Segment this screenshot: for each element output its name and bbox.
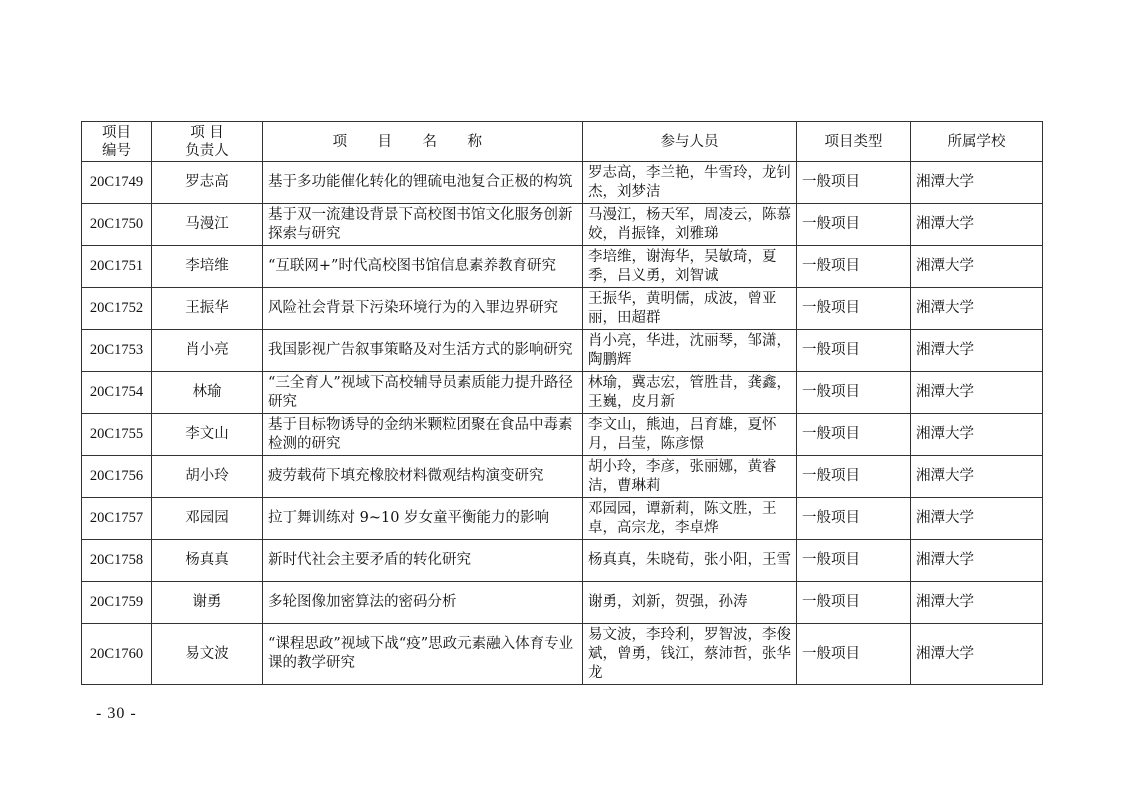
cell-project-type: 一般项目: [797, 456, 911, 498]
cell-project-id: 20C1758: [82, 540, 152, 582]
cell-leader: 肖小亮: [152, 330, 263, 372]
cell-project-type: 一般项目: [797, 414, 911, 456]
cell-school: 湘潭大学: [911, 498, 1043, 540]
cell-school: 湘潭大学: [911, 288, 1043, 330]
table-row: [82, 246, 1043, 288]
cell-project-id: 20C1757: [82, 498, 152, 540]
cell-project-type: 一般项目: [797, 162, 911, 204]
cell-project-type: 一般项目: [797, 204, 911, 246]
cell-project-type: 一般项目: [797, 624, 911, 685]
cell-project-id: 20C1752: [82, 288, 152, 330]
table-row: [82, 204, 1043, 246]
cell-leader: 易文波: [152, 624, 263, 685]
cell-members: 胡小玲，李彦，张丽娜，黄睿洁，曹琳莉: [583, 456, 797, 498]
cell-members: 王振华，黄明儒，成波，曾亚丽，田超群: [583, 288, 797, 330]
cell-members: 林瑜，冀志宏，管胜昔，龚鑫，王巍，皮月新: [583, 372, 797, 414]
cell-project-name: 基于多功能催化转化的锂硫电池复合正极的构筑: [263, 162, 583, 204]
cell-school: 湘潭大学: [911, 330, 1043, 372]
cell-project-id: 20C1751: [82, 246, 152, 288]
table-row: [82, 330, 1043, 372]
cell-leader: 胡小玲: [152, 456, 263, 498]
cell-leader: 罗志高: [152, 162, 263, 204]
cell-members: 李文山，熊迪，吕育雄，夏怀月，吕莹，陈彦憬: [583, 414, 797, 456]
cell-school: 湘潭大学: [911, 246, 1043, 288]
cell-project-type: 一般项目: [797, 330, 911, 372]
cell-project-type: 一般项目: [797, 540, 911, 582]
cell-members: 罗志高，李兰艳，牛雪玲，龙钊杰，刘梦洁: [583, 162, 797, 204]
cell-leader: 林瑜: [152, 372, 263, 414]
table-row: [82, 498, 1043, 540]
cell-project-name: 基于双一流建设背景下高校图书馆文化服务创新探索与研究: [263, 204, 583, 246]
cell-leader: 李文山: [152, 414, 263, 456]
table-header-row: [82, 122, 1043, 162]
cell-project-type: 一般项目: [797, 498, 911, 540]
cell-project-type: 一般项目: [797, 246, 911, 288]
cell-school: 湘潭大学: [911, 162, 1043, 204]
cell-leader: 谢勇: [152, 582, 263, 624]
cell-school: 湘潭大学: [911, 414, 1043, 456]
cell-members: 李培维，谢海华，吴敏琦，夏季，吕义勇，刘智诚: [583, 246, 797, 288]
cell-members: 邓园园，谭新莉，陈文胜，王卓，高宗龙，李卓烨: [583, 498, 797, 540]
table-row: [82, 162, 1043, 204]
cell-members: 易文波，李玲利，罗智波，李俊斌，曾勇，钱江，蔡沛哲，张华龙: [583, 624, 797, 685]
cell-leader: 李培维: [152, 246, 263, 288]
cell-members: 杨真真，朱晓荀，张小阳，王雪: [583, 540, 797, 582]
cell-project-id: 20C1753: [82, 330, 152, 372]
header-leader-line1: 项 目: [190, 124, 224, 141]
table-row: [82, 456, 1043, 498]
cell-school: 湘潭大学: [911, 582, 1043, 624]
header-project-name-label: 项目名称: [332, 133, 513, 150]
cell-project-id: 20C1749: [82, 162, 152, 204]
cell-project-id: 20C1756: [82, 456, 152, 498]
header-project-name: [263, 122, 583, 162]
cell-project-name: “三全育人”视域下高校辅导员素质能力提升路径研究: [263, 372, 583, 414]
cell-project-name: 多轮图像加密算法的密码分析: [263, 582, 583, 624]
cell-project-name: 拉丁舞训练对 9~10 岁女童平衡能力的影响: [263, 498, 583, 540]
cell-project-type: 一般项目: [797, 288, 911, 330]
cell-school: 湘潭大学: [911, 456, 1043, 498]
cell-school: 湘潭大学: [911, 540, 1043, 582]
header-project-id: [82, 122, 152, 162]
header-school: 所属学校: [911, 122, 1043, 162]
cell-project-type: 一般项目: [797, 582, 911, 624]
cell-leader: 邓园园: [152, 498, 263, 540]
header-leader-line2: 负责人: [185, 142, 229, 159]
header-leader: [152, 122, 263, 162]
cell-project-name: 疲劳载荷下填充橡胶材料微观结构演变研究: [263, 456, 583, 498]
cell-project-name: 新时代社会主要矛盾的转化研究: [263, 540, 583, 582]
table-row: [82, 414, 1043, 456]
cell-school: 湘潭大学: [911, 372, 1043, 414]
cell-school: 湘潭大学: [911, 624, 1043, 685]
cell-project-name: “课程思政”视域下战“疫”思政元素融入体育专业课的教学研究: [263, 624, 583, 685]
cell-leader: 王振华: [152, 288, 263, 330]
table-row: [82, 288, 1043, 330]
table-row: [82, 372, 1043, 414]
cell-project-id: 20C1750: [82, 204, 152, 246]
cell-leader: 马漫江: [152, 204, 263, 246]
table-row: [82, 540, 1043, 582]
header-project-id-line2: 编号: [102, 142, 131, 159]
table-body: [82, 162, 1043, 685]
cell-members: 肖小亮，华进，沈丽琴，邹潇，陶鹏辉: [583, 330, 797, 372]
cell-members: 谢勇，刘新，贺强，孙涛: [583, 582, 797, 624]
header-members: 参与人员: [583, 122, 797, 162]
cell-project-type: 一般项目: [797, 372, 911, 414]
cell-project-name: 风险社会背景下污染环境行为的入罪边界研究: [263, 288, 583, 330]
cell-leader: 杨真真: [152, 540, 263, 582]
page-number: - 30 -: [96, 705, 137, 722]
project-table: [81, 121, 1043, 685]
cell-school: 湘潭大学: [911, 204, 1043, 246]
cell-project-id: 20C1754: [82, 372, 152, 414]
table-row: [82, 624, 1043, 685]
cell-project-name: 我国影视广告叙事策略及对生活方式的影响研究: [263, 330, 583, 372]
cell-project-id: 20C1759: [82, 582, 152, 624]
header-project-id-line1: 项目: [102, 124, 131, 141]
table-row: [82, 582, 1043, 624]
cell-project-name: 基于目标物诱导的金纳米颗粒团聚在食品中毒素检测的研究: [263, 414, 583, 456]
cell-members: 马漫江，杨天军，周凌云，陈慕姣，肖振锋，刘雅珶: [583, 204, 797, 246]
cell-project-id: 20C1755: [82, 414, 152, 456]
cell-project-id: 20C1760: [82, 624, 152, 685]
cell-project-name: “互联网+”时代高校图书馆信息素养教育研究: [263, 246, 583, 288]
header-project-type: 项目类型: [797, 122, 911, 162]
